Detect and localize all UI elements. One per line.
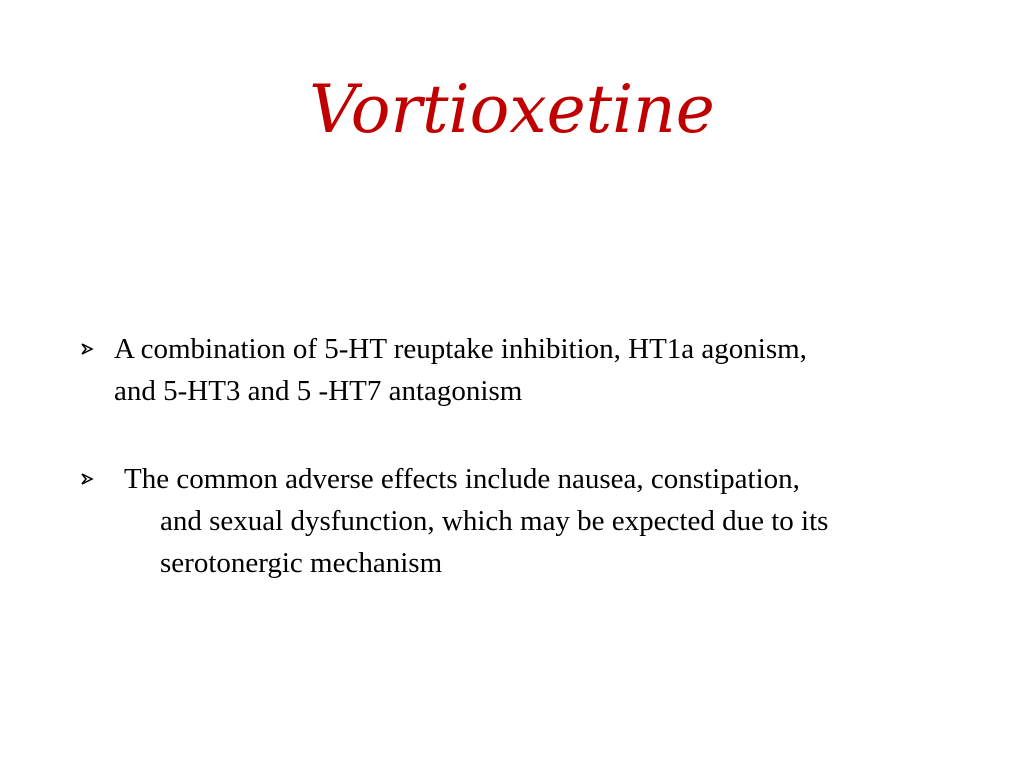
arrowhead-bullet-icon — [80, 342, 96, 358]
bullet-2-line-2: and sexual dysfunction, which may be expected due to its — [160, 505, 829, 537]
bullet-2-line-1: The common adverse effects include nausea, constipation, — [124, 463, 800, 495]
bullet-1-line-2: and 5-HT3 and 5 -HT7 antagonism — [114, 375, 523, 407]
bullet-1-line-1: A combination of 5-HT reuptake inhibition, HT1a agonism, — [114, 333, 807, 365]
slide-title: Vortioxetine — [309, 71, 715, 148]
arrowhead-bullet-icon — [80, 472, 96, 488]
bullet-2-line-3: serotonergic mechanism — [160, 547, 443, 579]
